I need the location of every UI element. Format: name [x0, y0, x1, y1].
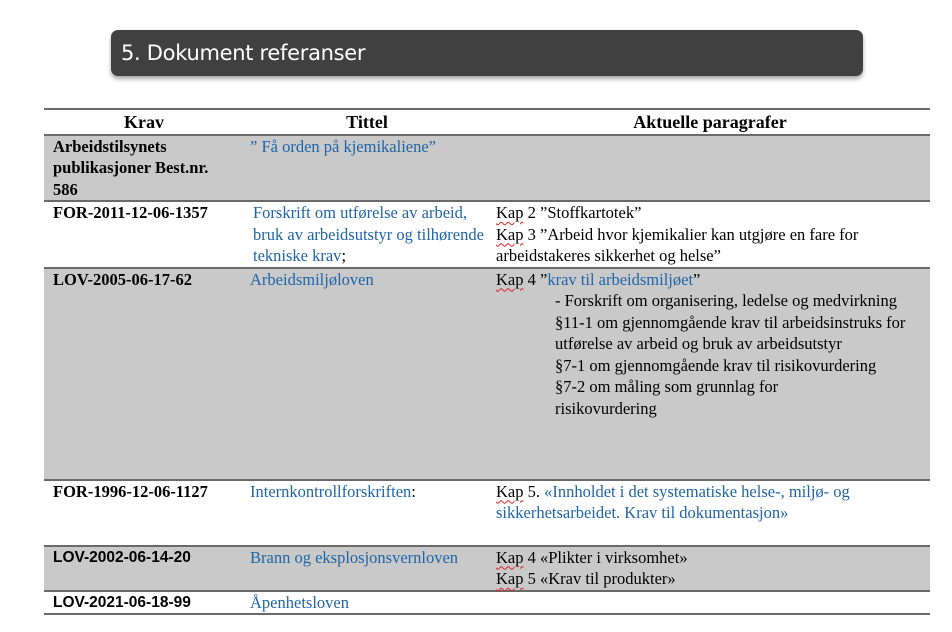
tittel-cell [244, 268, 490, 480]
kap-label: Kap [496, 481, 524, 501]
paragraph-text: 3 ”Arbeid hvor kjemikalier kan utgjøre en fare for arbeidstakeres sikkerhet og helse” [496, 224, 859, 265]
tittel-cell [244, 135, 490, 202]
kap-label: Kap [496, 269, 524, 289]
paragraph-text: 4 ” [523, 269, 548, 289]
paragraph-line [496, 202, 924, 224]
column-header-krav: Krav [44, 109, 244, 135]
table-row [44, 546, 930, 591]
table-row [44, 135, 930, 202]
paragrafer-cell [490, 591, 930, 615]
kap-label: Kap [496, 569, 524, 588]
paragraph-line [496, 547, 924, 569]
paragraph-line [496, 269, 924, 291]
document-references-table [44, 108, 930, 615]
krav-cell: Arbeidstilsynets publikasjoner Best.nr. 586 [44, 135, 244, 202]
column-header-tittel: Tittel [244, 109, 490, 135]
table-row [44, 480, 930, 546]
paragraph-link[interactable]: krav til arbeidsmiljøet [547, 269, 694, 289]
krav-cell: LOV-2005-06-17-62 [44, 268, 244, 480]
krav-cell: FOR-1996-12-06-1127 [44, 480, 244, 546]
tittel-link[interactable]: Arbeidsmiljøloven [250, 269, 374, 289]
sub-item: §7-1 om gjennomgående krav til risikovurdering [555, 355, 877, 375]
sub-item: - Forskrift om organisering, ledelse og medvirkning [555, 291, 898, 310]
sub-item: §11-1 om gjennomgående krav til arbeidsinstruks for utførelse av arbeid og bruk av arbeidsutstyr [555, 312, 906, 353]
paragrafer-cell [490, 201, 930, 268]
krav-cell: FOR-2011-12-06-1357 [44, 201, 244, 268]
table-header-row [44, 109, 930, 135]
krav-cell: LOV-2002-06-14-20 [44, 546, 244, 591]
tittel-link[interactable]: Internkontrollforskriften [250, 481, 412, 501]
paragraph-text: 5 «Krav til produkter» [523, 569, 676, 588]
tittel-link[interactable]: ” Få orden på kjemikaliene” [250, 136, 437, 156]
table-row [44, 591, 930, 615]
krav-cell: LOV-2021-06-18-99 [44, 591, 244, 615]
tittel-link[interactable]: Åpenhetsloven [250, 592, 349, 612]
tittel-cell [244, 480, 490, 546]
paragraph-link[interactable]: «Innholdet i det systematiske helse-, miljø- og sikkerhetsarbeidet. Krav til dokumentasjon» [496, 481, 850, 522]
table-row [44, 268, 930, 480]
column-header-paragrafer: Aktuelle paragrafer [490, 109, 930, 135]
paragraph-text: 5. [523, 481, 545, 501]
paragraph-line [496, 224, 924, 267]
sub-item: §7-2 om måling som grunnlag for risikovurdering [555, 377, 779, 418]
kap-label: Kap [496, 224, 524, 244]
tittel-suffix: ; [341, 246, 347, 265]
paragraph-line [496, 568, 924, 590]
kap-label: Kap [496, 547, 524, 567]
tittel-link[interactable]: Brann og eksplosjonsvernloven [250, 547, 459, 567]
paragrafer-cell [490, 135, 930, 202]
tittel-cell [244, 546, 490, 591]
paragraph-text: 4 «Plikter i virksomhet» [523, 547, 688, 567]
tittel-link[interactable]: Forskrift om utførelse av arbeid, bruk av arbeidsutstyr og tilhørende tekniske krav [253, 203, 484, 265]
paragraph-text: 2 ”Stoffkartotek” [523, 203, 642, 222]
tittel-cell [244, 591, 490, 615]
tittel-cell [244, 201, 490, 268]
paragrafer-cell [490, 546, 930, 591]
paragraph-text: ” [693, 269, 701, 289]
section-title: 5. Dokument referanser [111, 30, 863, 76]
tittel-suffix: : [411, 481, 416, 501]
kap-label: Kap [496, 203, 524, 222]
paragrafer-cell [490, 480, 930, 546]
paragrafer-cell [490, 268, 930, 480]
paragraph-line [496, 481, 924, 524]
table-row [44, 201, 930, 268]
